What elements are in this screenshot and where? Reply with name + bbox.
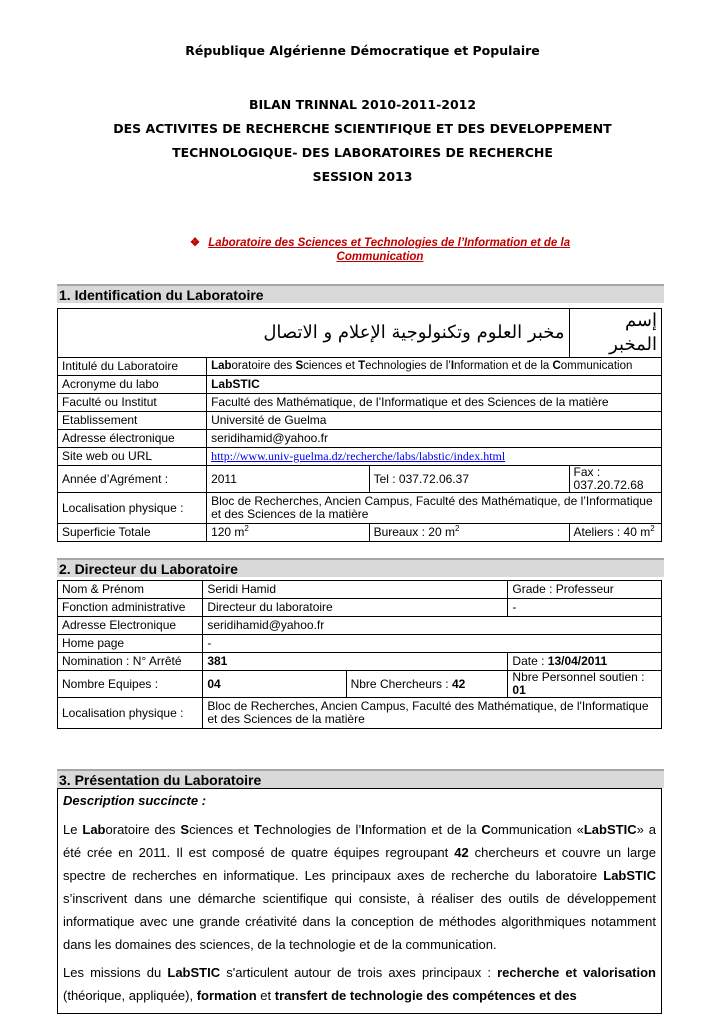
soutien-value: 01: [512, 683, 526, 697]
label-equipes: Nombre Equipes :: [58, 671, 203, 698]
label-superficie: Superficie Totale: [58, 524, 207, 542]
lab-title-text: Laboratoire des Sciences et Technologies de l’Information et de la Communication: [208, 237, 571, 263]
text-segment: C: [552, 360, 561, 372]
superficie-text: 120 m: [211, 525, 245, 539]
label-nomination: Nomination : N° Arrêté: [58, 653, 203, 671]
label-localisation: Localisation physique :: [58, 493, 207, 524]
text-segment: et: [256, 988, 275, 1003]
text-segment: echnologies de l’: [261, 822, 362, 837]
date-value: 13/04/2011: [547, 654, 608, 668]
republic-heading: République Algérienne Démocratique et Populaire: [185, 43, 540, 58]
value-annee: 2011: [207, 466, 370, 493]
value-date: [508, 653, 662, 671]
label-etablissement: Etablissement: [58, 412, 207, 430]
text-segment: s’inscrivent dans une démarche scientifique qui consiste, à réaliser des outils de développement informatique avec une grande créativité dans la conception de méthodes algorithmiques notamment dans les domaines des sciences, de la technologie et de la communication.: [63, 891, 656, 952]
value-tel: Tel : 037.72.06.37: [369, 466, 569, 493]
text-segment: nformation et de la: [364, 822, 482, 837]
text-segment: » a été crée en 2011. Il est composé de quatre équipes regroupant: [63, 822, 656, 860]
chercheurs-value: 42: [451, 676, 466, 691]
title-line-3: TECHNOLOGIQUE- DES LABORATOIRES DE RECHERCHE: [172, 145, 553, 160]
lab-title: [160, 236, 600, 264]
value-ateliers: [569, 524, 661, 542]
title-line-1: BILAN TRINNAL 2010-2011-2012: [248, 97, 477, 112]
label-nom: Nom & Prénom: [58, 581, 203, 599]
value-arrete: 381: [203, 653, 508, 671]
presentation-box: [57, 788, 662, 1014]
section-3-heading: 3. Présentation du Laboratoire: [57, 769, 664, 788]
title-line-2: DES ACTIVITES DE RECHERCHE SCIENTIFIQUE ET DES DEVELOPPEMENT: [113, 121, 612, 136]
label-localisation: Localisation physique :: [58, 698, 203, 729]
label-email: Adresse Electronique: [58, 617, 203, 635]
presentation-paragraph-1: [63, 818, 656, 956]
label-email: Adresse électronique: [58, 430, 207, 448]
text-segment: oratoire des: [231, 360, 296, 372]
text-segment: LabSTIC: [167, 965, 221, 980]
value-fonction-extra: -: [508, 599, 662, 617]
value-faculte: Faculté des Mathématique, de l’Informatique et des Sciences de la matière: [207, 394, 662, 412]
value-intitule: [207, 358, 662, 376]
text-segment: ommunication «: [490, 822, 584, 837]
value-soutien: [508, 671, 662, 698]
text-segment: 42: [454, 845, 469, 860]
label-home: Home page: [58, 635, 203, 653]
text-segment: S: [295, 360, 304, 372]
diamond-bullet-icon: ❖: [189, 237, 201, 249]
label-site: Site web ou URL: [58, 448, 207, 466]
text-segment: nformation et de la: [454, 360, 553, 372]
value-localisation: Bloc de Recherches, Ancien Campus, Faculté des Mathématique, de l’Informatique et des Sciences de la matière: [207, 493, 662, 524]
text-segment: echnologies de l’: [365, 360, 451, 372]
description-label: Description succincte :: [63, 793, 207, 808]
text-segment: s'articulent autour de trois axes principaux :: [220, 965, 498, 980]
value-etablissement: Université de Guelma: [207, 412, 662, 430]
value-email: seridihamid@yahoo.fr: [207, 430, 662, 448]
site-url-link[interactable]: http://www.univ-guelma.dz/recherche/labs/labstic/index.html: [211, 449, 506, 463]
date-label: Date :: [512, 654, 548, 668]
arabic-label: إسم المخبر: [569, 309, 661, 358]
text-segment: ciences et: [189, 822, 254, 837]
identification-table: [57, 308, 662, 542]
value-grade: Grade : Professeur: [508, 581, 662, 599]
arabic-name: مخبر العلوم وتكنولوجية الإعلام و الاتصال: [58, 309, 570, 358]
label-acronyme: Acronyme du labo: [58, 376, 207, 394]
value-acronyme: LabSTIC: [207, 376, 662, 394]
text-segment: LabSTIC: [603, 868, 656, 883]
chercheurs-label: Nbre Chercheurs :: [350, 676, 452, 691]
section-2-heading: 2. Directeur du Laboratoire: [57, 558, 664, 577]
title-line-4: SESSION 2013: [312, 169, 413, 184]
bureaux-text: Bureaux : 20 m: [373, 525, 455, 539]
value-localisation: Bloc de Recherches, Ancien Campus, Faculté des Mathématique, de l'Informatique et des Sciences de la matière: [203, 698, 662, 729]
value-superficie: [207, 524, 370, 542]
text-segment: Lab: [211, 360, 232, 372]
text-segment: transfert de technologie des compétences et des: [274, 988, 577, 1003]
section-1-heading: 1. Identification du Laboratoire: [57, 284, 664, 303]
soutien-label: Nbre Personnel soutien :: [512, 670, 645, 684]
value-chercheurs: [346, 671, 508, 698]
value-email: seridihamid@yahoo.fr: [203, 617, 662, 635]
value-bureaux: [369, 524, 569, 542]
value-nom: Seridi Hamid: [203, 581, 508, 599]
text-segment: T: [253, 822, 262, 837]
value-home: -: [203, 635, 662, 653]
content-flow: [57, 284, 664, 1014]
exponent: 2: [454, 524, 460, 533]
exponent: 2: [650, 524, 655, 533]
text-segment: C: [481, 822, 491, 837]
ateliers-text: Ateliers : 40 m: [573, 525, 651, 539]
text-segment: oratoire des: [105, 822, 181, 837]
value-equipes: 04: [203, 671, 346, 698]
text-segment: Le: [63, 822, 83, 837]
exponent: 2: [244, 524, 249, 533]
text-segment: Les missions du: [63, 965, 168, 980]
text-segment: (théorique, appliquée),: [63, 988, 197, 1003]
text-segment: Lab: [82, 822, 106, 837]
value-fax: Fax : 037.20.72.68: [569, 466, 661, 493]
text-segment: ommunication: [560, 360, 633, 372]
label-fonction: Fonction administrative: [58, 599, 203, 617]
text-segment: ciences et: [303, 360, 359, 372]
director-table: [57, 580, 662, 729]
text-segment: I: [361, 822, 365, 837]
text-segment: S: [180, 822, 190, 837]
presentation-paragraph-2: [63, 961, 656, 1007]
text-segment: formation: [196, 988, 257, 1003]
label-intitule: Intitulé du Laboratoire: [58, 358, 207, 376]
text-segment: I: [450, 360, 455, 372]
value-fonction: Directeur du laboratoire: [203, 599, 508, 617]
text-segment: LabSTIC: [583, 822, 637, 837]
label-annee: Année d’Agrément :: [58, 466, 207, 493]
text-segment: recherche et valorisation: [497, 965, 656, 980]
label-faculte: Faculté ou Institut: [58, 394, 207, 412]
text-segment: chercheurs et couvre un large spectre de recherches en informatique. Les principaux axes de recherche du laboratoire: [63, 845, 656, 883]
text-segment: T: [358, 360, 366, 372]
